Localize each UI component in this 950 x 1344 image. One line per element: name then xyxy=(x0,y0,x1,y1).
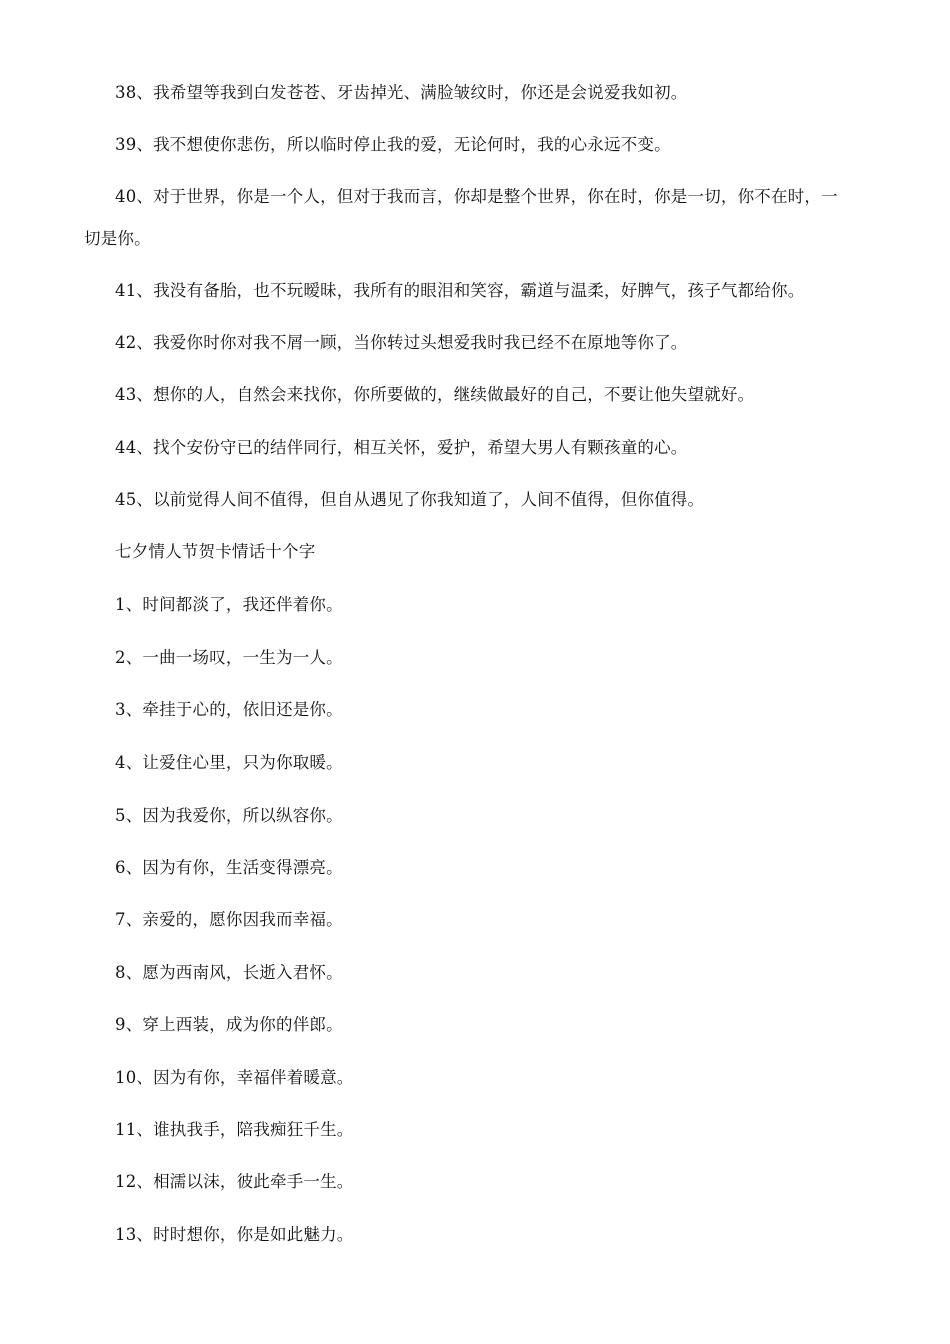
paragraph-45: 45、以前觉得人间不值得，但自从遇见了你我知道了，人间不值得，但你值得。 xyxy=(115,490,705,509)
list-item-5: 5、因为我爱你，所以纵容你。 xyxy=(115,806,343,825)
paragraph-44: 44、找个安份守已的结伴同行，相互关怀，爱护，希望大男人有颗孩童的心。 xyxy=(115,438,688,457)
section-heading: 七夕情人节贺卡情话十个字 xyxy=(115,542,316,561)
list-item-7: 7、亲爱的，愿你因我而幸福。 xyxy=(115,910,343,929)
list-item-13: 13、时时想你，你是如此魅力。 xyxy=(115,1225,354,1244)
paragraph-41: 41、我没有备胎，也不玩暧昧，我所有的眼泪和笑容，霸道与温柔，好脾气，孩子气都给你。 xyxy=(115,281,805,300)
list-item-3: 3、牵挂于心的，依旧还是你。 xyxy=(115,700,343,719)
list-item-2: 2、一曲一场叹，一生为一人。 xyxy=(115,648,343,667)
list-item-1: 1、时间都淡了，我还伴着你。 xyxy=(115,595,343,614)
list-item-6: 6、因为有你，生活变得漂亮。 xyxy=(115,858,343,877)
list-item-11: 11、谁执我手，陪我痴狂千生。 xyxy=(115,1120,354,1139)
list-item-8: 8、愿为西南风，长逝入君怀。 xyxy=(115,963,343,982)
list-item-4: 4、让爱住心里，只为你取暖。 xyxy=(115,753,343,772)
paragraph-39: 39、我不想使你悲伤，所以临时停止我的爱，无论何时，我的心永远不变。 xyxy=(115,135,671,154)
paragraph-42: 42、我爱你时你对我不屑一顾，当你转过头想爱我时我已经不在原地等你了。 xyxy=(115,333,688,352)
paragraph-40: 40、对于世界，你是一个人，但对于我而言，你却是整个世界，你在时，你是一切，你不在时，一切是你。 xyxy=(84,187,838,248)
list-item-12: 12、相濡以沫，彼此牵手一生。 xyxy=(115,1172,354,1191)
paragraph-38: 38、我希望等我到白发苍苍、牙齿掉光、满脸皱纹时，你还是会说爱我如初。 xyxy=(115,83,688,102)
list-item-9: 9、穿上西装，成为你的伴郎。 xyxy=(115,1015,343,1034)
list-item-10: 10、因为有你，幸福伴着暖意。 xyxy=(115,1068,354,1087)
paragraph-43: 43、想你的人，自然会来找你，你所要做的，继续做最好的自己，不要让他失望就好。 xyxy=(115,385,755,404)
